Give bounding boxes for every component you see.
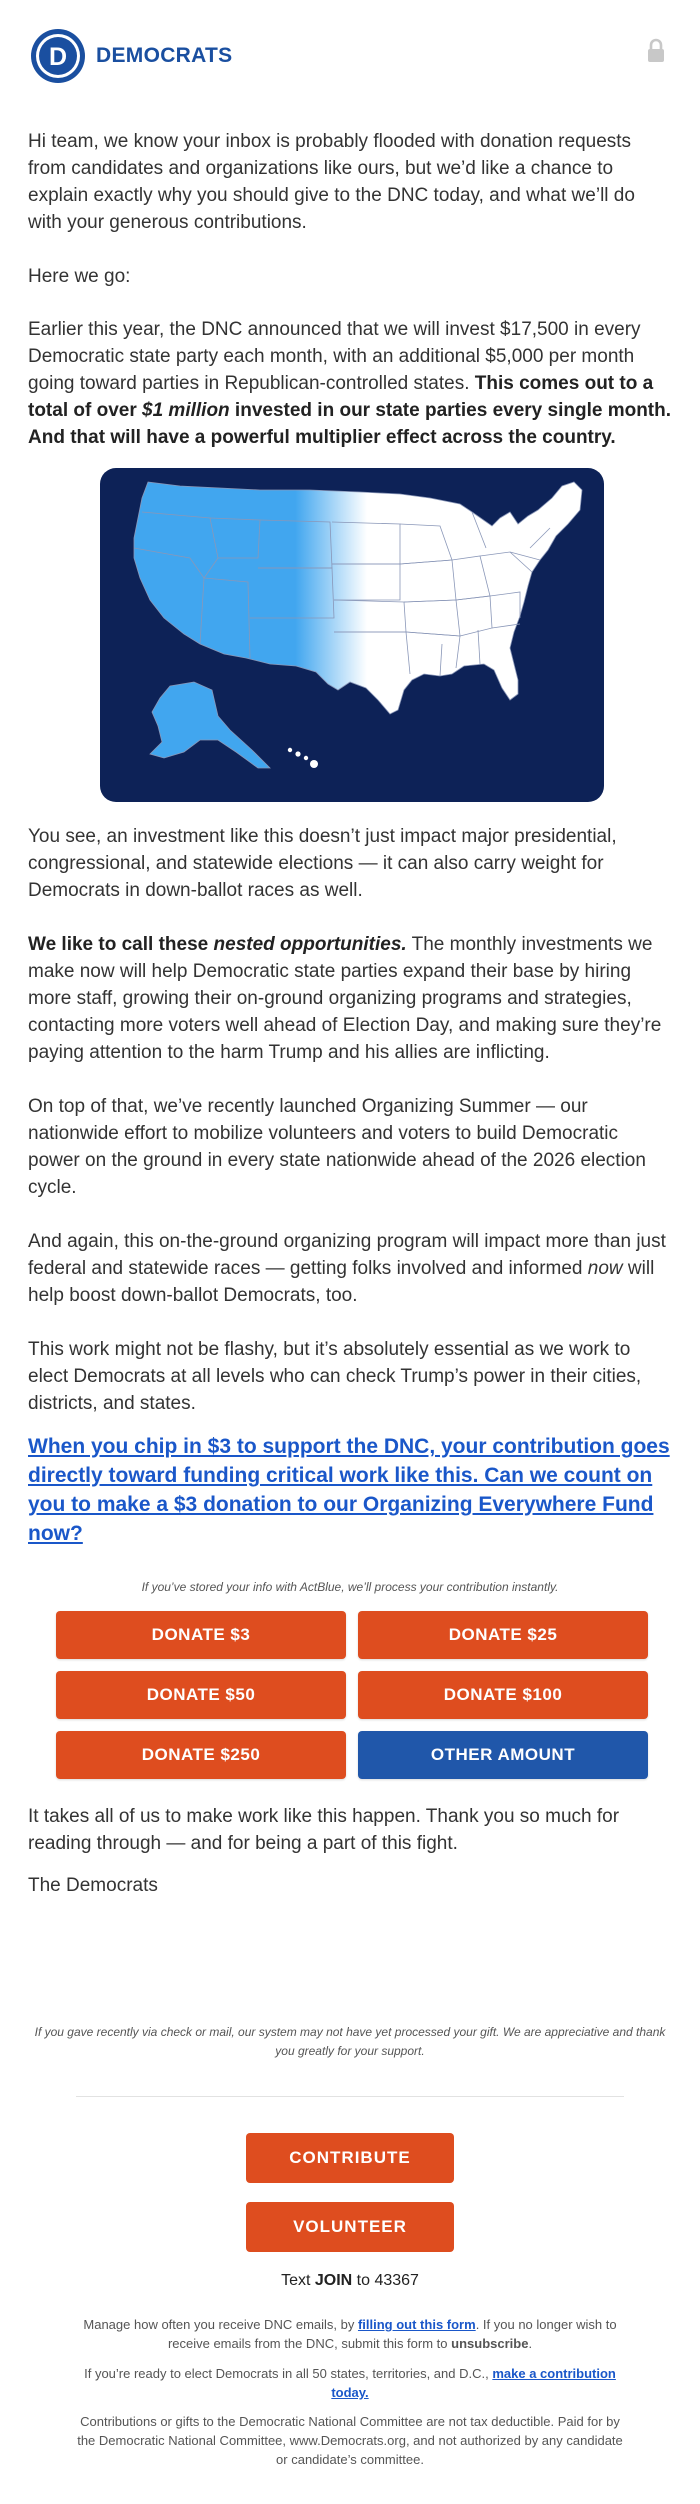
make-contribution-link[interactable]: make a contribution today. [331,2366,616,2400]
manage-text-c: . [528,2336,533,2351]
svg-text:D: D [48,43,68,71]
investment-paragraph [28,316,672,451]
investment-bold-a: This comes out to a total of over [28,373,654,421]
email-header [30,28,670,88]
hawaii-islands [288,748,318,768]
intro-text: Hi team, we know your inbox is probably flooded with donation requests from candidates and organizations like ours, but we’d like a chance to explain exactly why you should give to the DNC today, and what we’ll do with your generous contributions. [28,131,635,233]
investment-text: Earlier this year, the DNC announced that we will invest $17,500 in every Democratic state party each month, with an additional $5,000 per month going toward parties in Republican-controlled states. [28,319,641,394]
essential-work-paragraph [28,1336,672,1417]
us-states-map [100,468,604,802]
lock-icon [646,38,666,64]
text-join-prefix: Text [281,2272,315,2289]
investment-bold-em: $1 million [142,400,230,421]
manage-text-b: . If you no longer wish to receive emails from the DNC, submit this form to [167,2317,617,2351]
donate-cta-link[interactable]: When you chip in $3 to support the DNC, your contribution goes directly toward funding critical work like this. Can we count on you to make a $3 donation to our Organizing Everywhere Fund now? [28,1435,670,1545]
alaska-shape [150,682,270,768]
essential-work-text: This work might not be flashy, but it’s absolutely essential as we work to elect Democrats at all levels who can check Trump’s power in their cities, districts, and states. [28,1339,642,1414]
impact-text: You see, an investment like this doesn’t just impact major presidential, congressional, and statewide elections — it can also carry weight for Democrats in down-ballot races as well. [28,826,617,901]
here-we-go [28,263,672,290]
signature-text: The Democrats [28,1875,158,1896]
thank-you-text: It takes all of us to make work like this happen. Thank you so much for reading through — and for being a part of this fight. [28,1806,620,1854]
nested-text: The monthly investments we make now will help Democratic state parties expand their base by hiring more staff, growing their on-ground organizing programs and strategies, contacting more voters well ahead of Election Day, and making sure they’re paying attention to the harm Trump and his allies are inflicting. [28,934,662,1063]
down-ballot-paragraph [28,1228,672,1309]
actblue-note: If you’ve stored your info with ActBlue, we’ll process your contribution instantly. [141,1580,559,1594]
here-we-go-text: Here we go: [28,266,131,287]
nested-bold-em: nested opportunities. [213,934,407,955]
text-join-line [0,2272,700,2290]
investment-bold-b: invested in our state parties every single month. And that will have a powerful multiplier effect across the country. [28,400,672,448]
signature [28,1872,672,1899]
donate-250-button[interactable]: DONATE $250 [56,1731,346,1779]
manage-form-link[interactable]: filling out this form [357,2317,476,2332]
nested-bold-a: We like to call these [28,934,214,955]
contiguous-us-shape [134,482,582,714]
nested-opportunities-paragraph [28,931,672,1066]
donate-25-button[interactable]: DONATE $25 [358,1611,648,1659]
elect-text: If you’re ready to elect Democrats in all 50 states, territories, and D.C., [84,2366,493,2381]
organizing-summer-text: On top of that, we’ve recently launched Organizing Summer — our nationwide effort to mobilize volunteers and voters to build Democratic power on the ground in every state nationwide ahead of the 2026 election cycle. [28,1096,646,1198]
other-amount-button[interactable]: OTHER AMOUNT [358,1731,648,1779]
mail-gift-note: If you gave recently via check or mail, our system may not have yet processed your gift. We are appreciative and thank you greatly for your support. [34,2025,666,2058]
disclaimer-text: Contributions or gifts to the Democratic National Committee are not tax deductible. Paid for by the Democratic National Committee, www.Democrats.org, and not authorized by any candidate or candidate’s committee. [77,2414,623,2467]
down-ballot-text-b: will help boost down-ballot Democrats, too. [28,1258,655,1306]
brand-name[interactable]: DEMOCRATS [96,44,233,67]
democrats-logo-icon[interactable] [30,28,86,84]
unsubscribe-bold: unsubscribe [451,2336,529,2351]
donate-3-button[interactable]: DONATE $3 [56,1611,346,1659]
intro-paragraph [28,128,672,236]
elect-democrats-text [70,2364,630,2402]
investment-impact-paragraph [28,823,672,904]
organizing-summer-paragraph [28,1093,672,1201]
text-join-suffix: to 43367 [352,2272,419,2289]
down-ballot-em: now [587,1258,623,1279]
thank-you-paragraph [28,1803,672,1857]
donate-50-button[interactable]: DONATE $50 [56,1671,346,1719]
volunteer-button[interactable]: VOLUNTEER [246,2202,454,2252]
text-join-keyword: JOIN [314,2272,353,2289]
contribute-button[interactable]: CONTRIBUTE [246,2133,454,2183]
down-ballot-text-a: And again, this on-the-ground organizing program will impact more than just federal and statewide races — getting folks involved and informed [28,1231,666,1279]
manage-emails-text [70,2315,630,2353]
donate-100-button[interactable]: DONATE $100 [358,1671,648,1719]
manage-text-a: Manage how often you receive DNC emails, by [83,2317,358,2332]
footer-divider [76,2096,624,2097]
us-map-image [100,468,604,802]
